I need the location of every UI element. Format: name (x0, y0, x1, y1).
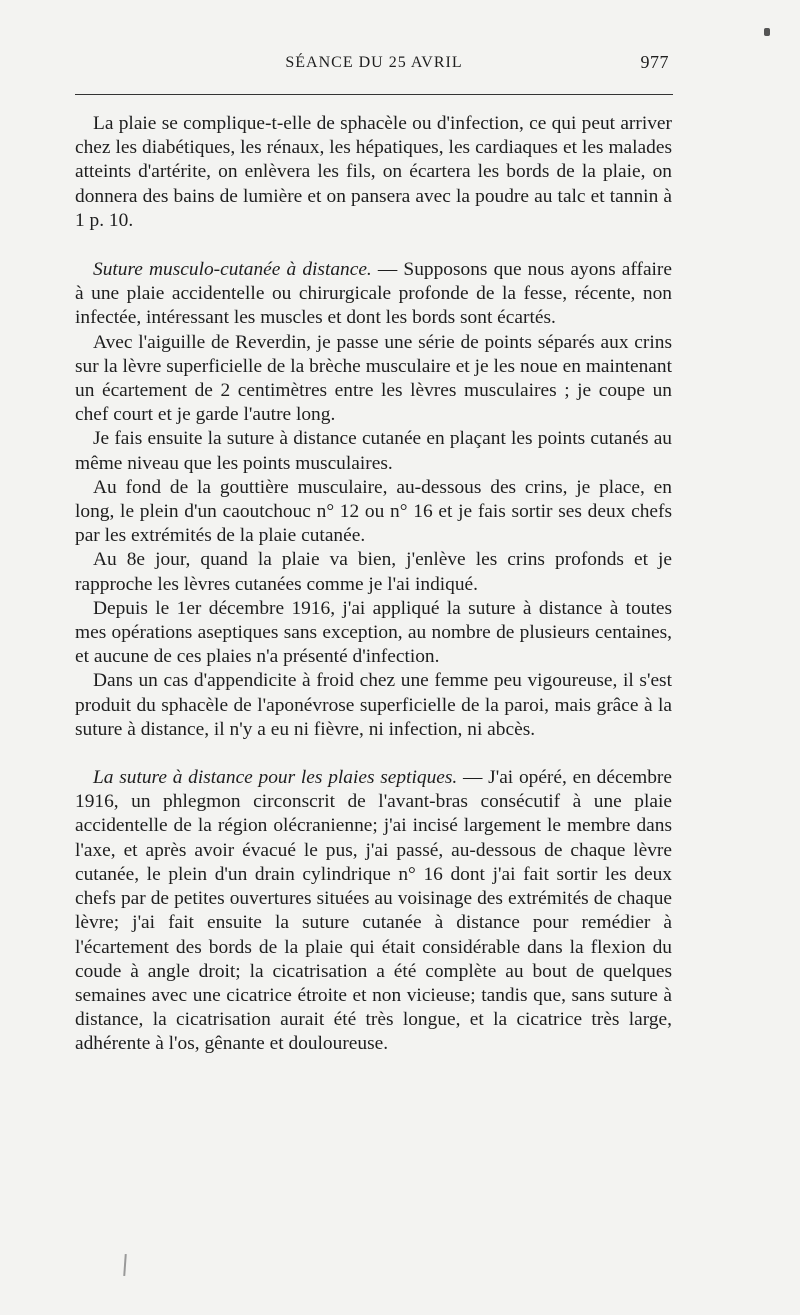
paragraph (75, 427, 672, 475)
paragraph (75, 476, 672, 549)
paragraph-text: — J'ai opéré, en décembre 1916, un phlegmon circonscrit de l'avant-bras consécutif à une plaie accidentelle de la région olécranienne; j'ai incisé largement le membre dans l'axe, et après avoir évacué le pus, j'ai passé, au-dessous de chaque lèvre cutanée, le plein d'un drain cylindrique n° 16 dont j'ai fait sortir les deux chefs par de petites ouvertures situées au voisinage des extrémités de chaque lèvre; j'ai fait ensuite la suture cutanée à distance pour remédier à l'écartement des bords de la plaie qui était considérable dans la flexion du coude à angle droit; la cicatrisation a été complète au bout de quelques semaines avec une cicatrice étroite et non vicieuse; tandis que, sans suture à distance, la cicatrisation aurait été très longue, et la cicatrice très large, adhérente à l'os, gênante et douloureuse. (75, 767, 672, 1055)
section-title: Suture musculo-cutanée à distance. (93, 259, 372, 281)
paragraph-text: La plaie se complique-t-elle de sphacèle ou d'infection, ce qui peut arriver chez les diabétiques, les rénaux, les hépatiques, les cardiaques et les malades atteints d'artérite, on enlèvera les fils, on écartera les bords de la plaie, on donnera des bains de lumière et on pansera avec la poudre au talc et tannin à 1 p. 10. (75, 113, 672, 231)
paragraph-text: Je fais ensuite la suture à distance cutanée en plaçant les points cutanés au même niveau que les points musculaires. (75, 428, 672, 474)
ink-speck (764, 28, 770, 36)
paragraph-text: — Supposons que nous ayons affaire à une plaie accidentelle ou chirurgicale profonde de la fesse, récente, non infectée, intéressant les muscles et dont les bords sont écartés. (75, 259, 673, 329)
paragraph (75, 331, 672, 428)
section-title: La suture à distance pour les plaies septiques. (93, 767, 458, 789)
paragraph-text: Au fond de la gouttière musculaire, au-dessous des crins, je place, en long, le plein d'un caoutchouc n° 12 ou n° 16 et je fais sortir ses deux chefs par les extrémités de la plaie cutanée. (75, 476, 672, 547)
stray-pencil-mark (123, 1254, 127, 1276)
paragraph (75, 112, 672, 233)
paragraph (75, 548, 672, 596)
paragraph-text: Au 8e jour, quand la plaie va bien, j'enlève les crins profonds et je rapproche les lèvres cutanées comme je l'ai indiqué. (75, 549, 672, 595)
paragraph-text: Dans un cas d'appendicite à froid chez une femme peu vigoureuse, il s'est produit du sphacèle de l'aponévrose superficielle de la paroi, mais grâce à la suture à distance, il n'y a eu ni fièvre, ni infection, ni abcès. (75, 670, 672, 740)
running-title: SÉANCE DU 25 AVRIL (285, 54, 463, 71)
page-number: 977 (640, 52, 669, 72)
paragraph-section-heading (75, 258, 672, 331)
running-head (75, 52, 673, 76)
paragraph (75, 669, 672, 742)
paragraph-text: Avec l'aiguille de Reverdin, je passe une série de points séparés aux crins sur la lèvre superficielle de la brèche musculaire et je les noue en maintenant un écartement de 2 centimètres entre les lèvres musculaires ; je coupe un chef court et je garde l'autre long. (75, 331, 672, 426)
paragraph (75, 597, 672, 670)
paragraph-text: Depuis le 1er décembre 1916, j'ai appliqué la suture à distance à toutes mes opérations aseptiques sans exception, au nombre de plusieurs centaines, et aucune de ces plaies n'a présenté d'infection. (75, 597, 672, 668)
paragraph-section-heading (75, 766, 672, 1056)
header-rule (75, 94, 673, 95)
article-body (75, 112, 672, 1057)
